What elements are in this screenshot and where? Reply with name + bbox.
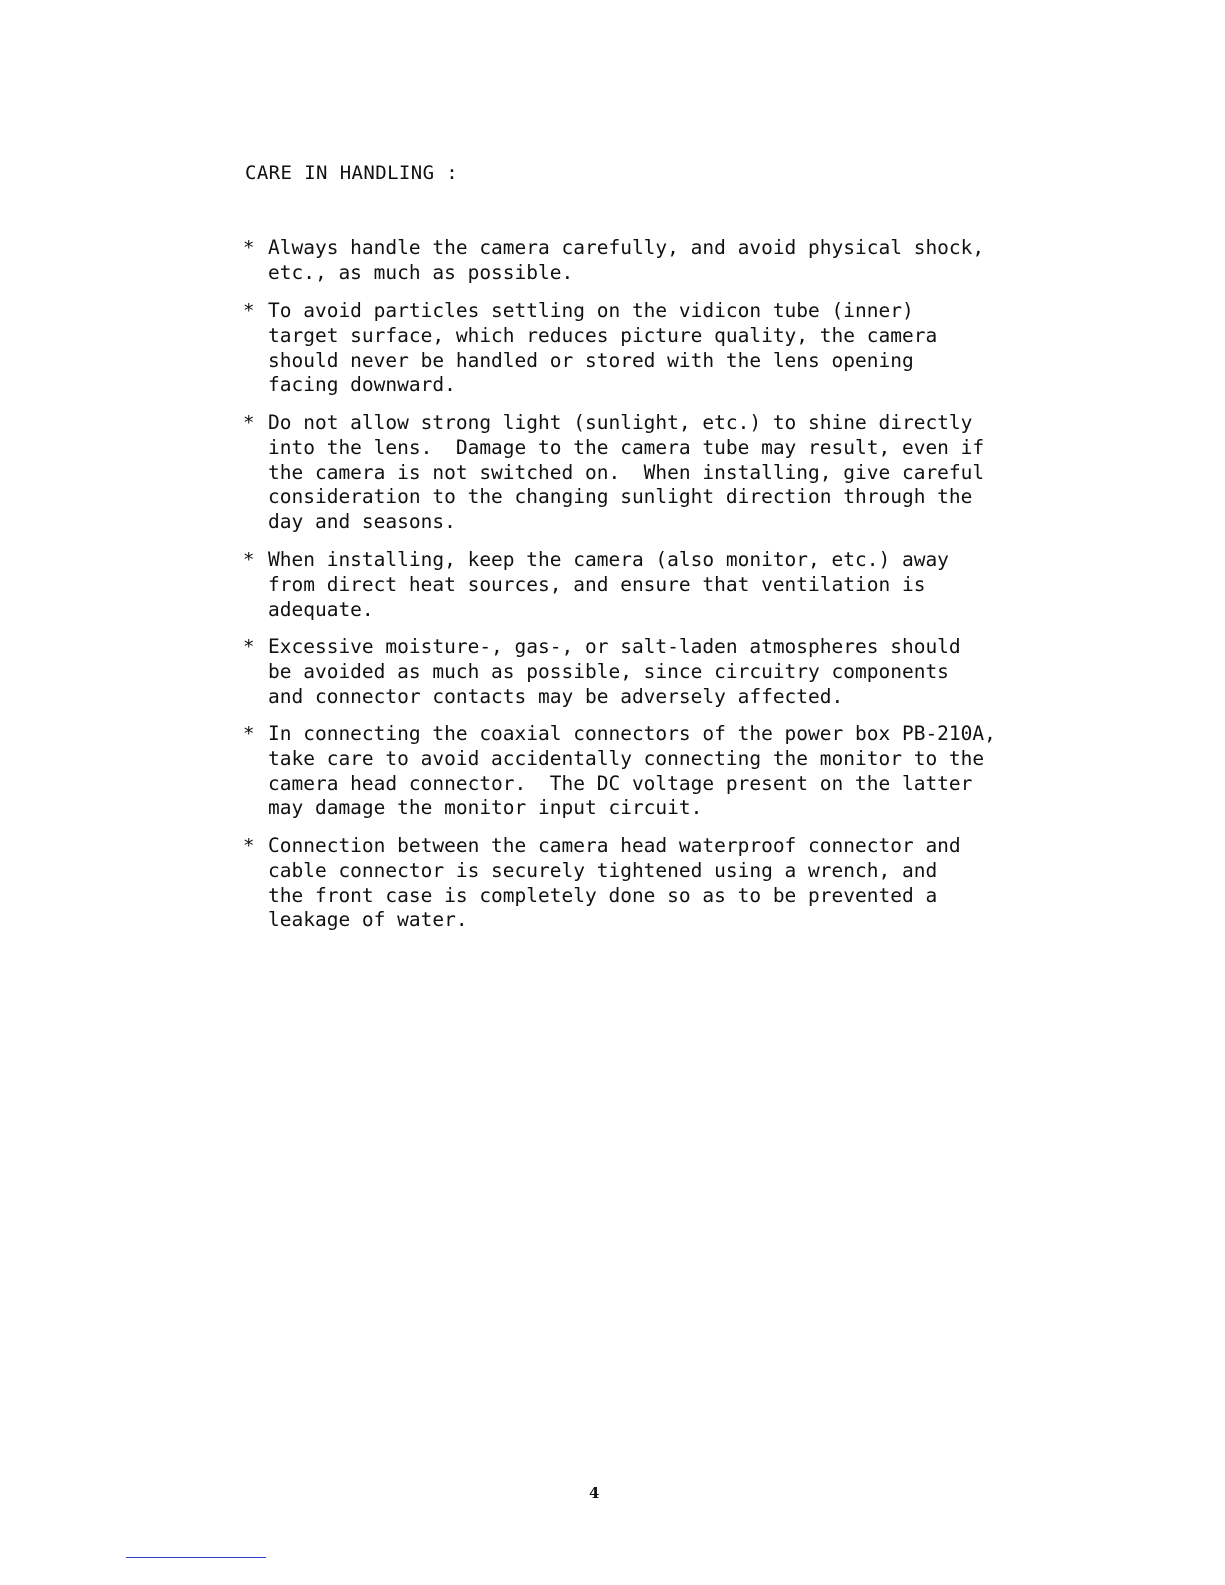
bottom-divider xyxy=(126,1557,266,1558)
bullet-line: In connecting the coaxial connectors of the power box PB-210A, xyxy=(268,722,996,745)
bullet-star: * xyxy=(243,300,255,322)
bullet-line: facing downward. xyxy=(268,373,456,397)
bullet-line: Excessive moisture-, gas-, or salt-laden atmospheres should xyxy=(268,635,961,658)
bullet-line: day and seasons. xyxy=(268,510,456,534)
bullet-line: should never be handled or stored with the lens opening xyxy=(268,348,914,372)
bullet-item xyxy=(243,834,1043,933)
bullet-item xyxy=(243,236,1043,286)
bullet-line: camera head connector. The DC voltage present on the latter xyxy=(268,771,973,795)
bullet-item xyxy=(243,299,1043,398)
bullet-line: cable connector is securely tightened using a wrench, and xyxy=(268,858,938,882)
bullet-line: Connection between the camera head waterproof connector and xyxy=(268,834,961,857)
bullet-line: When installing, keep the camera (also monitor, etc.) away xyxy=(268,548,949,571)
bullet-star: * xyxy=(243,636,255,658)
bullet-line: etc., as much as possible. xyxy=(268,260,574,284)
bullet-line: take care to avoid accidentally connecting the monitor to the xyxy=(268,746,985,770)
bullet-line: the camera is not switched on. When installing, give careful xyxy=(268,460,985,484)
bullet-line: be avoided as much as possible, since circuitry components xyxy=(268,659,949,683)
bullet-line: may damage the monitor input circuit. xyxy=(268,796,703,820)
bullet-line: Do not allow strong light (sunlight, etc.) to shine directly xyxy=(268,411,973,434)
bullet-star: * xyxy=(243,549,255,571)
bullet-item xyxy=(243,548,1043,622)
bullet-item xyxy=(243,635,1043,709)
page-number: 4 xyxy=(589,1484,600,1502)
bullet-line: consideration to the changing sunlight direction through the xyxy=(268,485,973,509)
bullet-item xyxy=(243,411,1043,535)
bullet-line: the front case is completely done so as to be prevented a xyxy=(268,883,938,907)
bullet-line: and connector contacts may be adversely affected. xyxy=(268,684,844,708)
bullet-line: target surface, which reduces picture quality, the camera xyxy=(268,323,938,347)
bullet-line: adequate. xyxy=(268,597,374,621)
bullet-line: To avoid particles settling on the vidicon tube (inner) xyxy=(268,299,914,322)
bullet-star: * xyxy=(243,412,255,434)
bullet-star: * xyxy=(243,835,255,857)
bullet-line: leakage of water. xyxy=(268,908,468,932)
bullet-line: into the lens. Damage to the camera tube may result, even if xyxy=(268,435,985,459)
bullet-line: from direct heat sources, and ensure that ventilation is xyxy=(268,572,926,596)
bullet-line: Always handle the camera carefully, and avoid physical shock, xyxy=(268,236,985,259)
bullet-star: * xyxy=(243,237,255,259)
bullet-star: * xyxy=(243,723,255,745)
section-heading: CARE IN HANDLING : xyxy=(245,162,459,184)
bullet-item xyxy=(243,722,1043,821)
